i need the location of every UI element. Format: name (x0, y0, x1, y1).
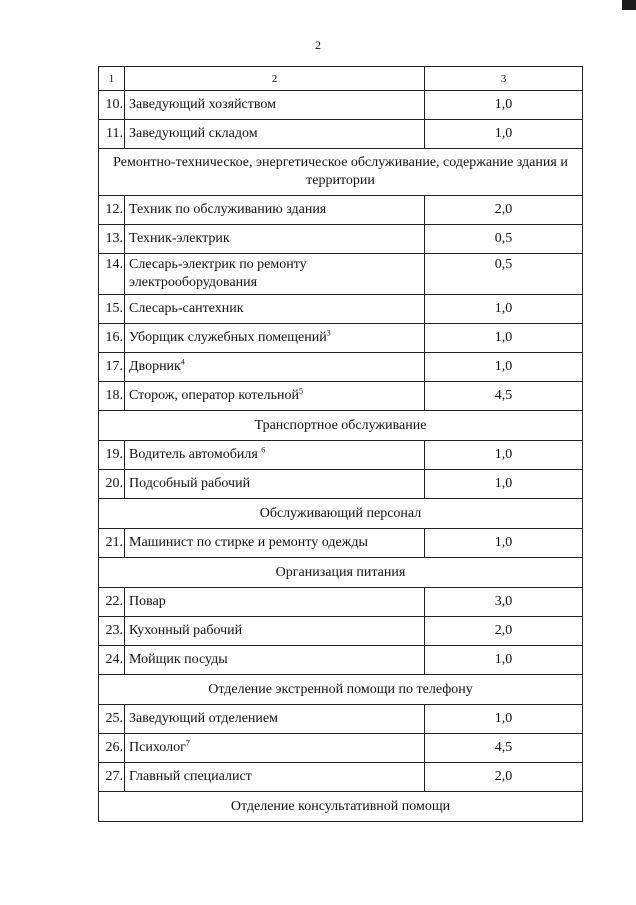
position-name-cell (125, 763, 425, 792)
position-name: Психолог (129, 740, 186, 755)
position-name: Заведующий складом (129, 126, 258, 141)
table-row (99, 254, 583, 295)
header-cell-rate: 3 (425, 67, 583, 91)
row-number: 22. (99, 588, 125, 617)
footnote-mark: 5 (299, 386, 303, 396)
position-name: Главный специалист (129, 769, 252, 784)
section-title: Транспортное обслуживание (99, 411, 583, 441)
staff-table (98, 66, 583, 822)
position-name: Техник по обслуживанию здания (129, 202, 327, 217)
position-name: Мойщик посуды (129, 652, 228, 667)
position-name-cell (125, 196, 425, 225)
section-title: Обслуживающий персонал (99, 499, 583, 529)
position-name-cell (125, 225, 425, 254)
position-name-cell (125, 646, 425, 675)
position-name-cell (125, 91, 425, 120)
staff-table-body (99, 67, 583, 822)
table-row (99, 225, 583, 254)
row-number: 14. (99, 254, 125, 295)
row-number: 21. (99, 529, 125, 558)
staff-rate: 1,0 (425, 324, 583, 353)
staff-rate: 1,0 (425, 295, 583, 324)
position-name: Заведующий отделением (129, 711, 278, 726)
position-name-cell (125, 529, 425, 558)
table-row (99, 588, 583, 617)
staff-rate: 1,0 (425, 529, 583, 558)
table-row (99, 353, 583, 382)
staff-rate: 4,5 (425, 734, 583, 763)
table-row (99, 529, 583, 558)
staff-rate: 3,0 (425, 588, 583, 617)
staff-rate: 2,0 (425, 196, 583, 225)
row-number: 11. (99, 120, 125, 149)
position-name-cell (125, 353, 425, 382)
position-name-cell (125, 441, 425, 470)
position-name: Заведующий хозяйством (129, 97, 276, 112)
row-number: 17. (99, 353, 125, 382)
header-cell-number: 1 (99, 67, 125, 91)
row-number: 23. (99, 617, 125, 646)
staff-rate: 0,5 (425, 225, 583, 254)
table-row (99, 196, 583, 225)
row-number: 12. (99, 196, 125, 225)
section-row (99, 558, 583, 588)
row-number: 10. (99, 91, 125, 120)
footnote-mark: 4 (180, 357, 185, 367)
position-name: Уборщик служебных помещений (129, 330, 327, 345)
section-title: Отделение консультативной помощи (99, 792, 583, 822)
scan-corner-mark (622, 0, 636, 10)
position-name: Машинист по стирке и ремонту одежды (129, 535, 368, 550)
staff-rate: 1,0 (425, 646, 583, 675)
position-name-cell (125, 588, 425, 617)
position-name-cell (125, 120, 425, 149)
row-number: 15. (99, 295, 125, 324)
section-row (99, 411, 583, 441)
row-number: 19. (99, 441, 125, 470)
position-name: Повар (129, 594, 166, 609)
table-row (99, 120, 583, 149)
footnote-mark: 6 (261, 445, 266, 455)
staff-rate: 1,0 (425, 441, 583, 470)
staff-rate: 1,0 (425, 470, 583, 499)
staff-rate: 1,0 (425, 705, 583, 734)
header-cell-position: 2 (125, 67, 425, 91)
position-name-cell (125, 254, 425, 295)
section-title: Организация питания (99, 558, 583, 588)
table-row (99, 646, 583, 675)
position-name: Водитель автомобиля (129, 447, 262, 462)
table-row (99, 470, 583, 499)
page-number: 2 (315, 38, 321, 52)
staff-rate: 0,5 (425, 254, 583, 295)
table-row (99, 324, 583, 353)
section-row (99, 792, 583, 822)
position-name-cell (125, 382, 425, 411)
position-name: Техник-электрик (129, 231, 230, 246)
position-name: Подсобный рабочий (129, 476, 251, 491)
position-name-cell (125, 705, 425, 734)
table-row (99, 705, 583, 734)
staff-rate: 1,0 (425, 353, 583, 382)
section-row (99, 675, 583, 705)
position-name: Кухонный рабочий (129, 623, 243, 638)
row-number: 25. (99, 705, 125, 734)
position-name-cell (125, 470, 425, 499)
table-row (99, 734, 583, 763)
position-name-cell (125, 295, 425, 324)
section-row (99, 149, 583, 196)
position-name: Слесарь-сантехник (129, 301, 244, 316)
table-row (99, 763, 583, 792)
staff-rate: 2,0 (425, 763, 583, 792)
footnote-mark: 7 (185, 738, 190, 748)
position-name-cell (125, 617, 425, 646)
row-number: 27. (99, 763, 125, 792)
position-name: Сторож, оператор котельной (129, 388, 299, 403)
table-row (99, 617, 583, 646)
row-number: 13. (99, 225, 125, 254)
staff-rate: 4,5 (425, 382, 583, 411)
position-name: Слесарь-электрик по ремонту электрооборудования (129, 257, 307, 290)
row-number: 18. (99, 382, 125, 411)
position-name-cell (125, 324, 425, 353)
table-row (99, 382, 583, 411)
position-name-cell (125, 734, 425, 763)
row-number: 24. (99, 646, 125, 675)
staff-rate: 1,0 (425, 91, 583, 120)
footnote-mark: 3 (326, 328, 331, 338)
section-title: Отделение экстренной помощи по телефону (99, 675, 583, 705)
row-number: 26. (99, 734, 125, 763)
row-number: 16. (99, 324, 125, 353)
position-name: Дворник (129, 359, 181, 374)
table-row (99, 441, 583, 470)
table-row (99, 91, 583, 120)
staff-rate: 2,0 (425, 617, 583, 646)
table-header-row (99, 67, 583, 91)
table-row (99, 295, 583, 324)
section-row (99, 499, 583, 529)
section-title: Ремонтно-техническое, энергетическое обслуживание, содержание здания и территории (99, 149, 583, 196)
row-number: 20. (99, 470, 125, 499)
staff-rate: 1,0 (425, 120, 583, 149)
